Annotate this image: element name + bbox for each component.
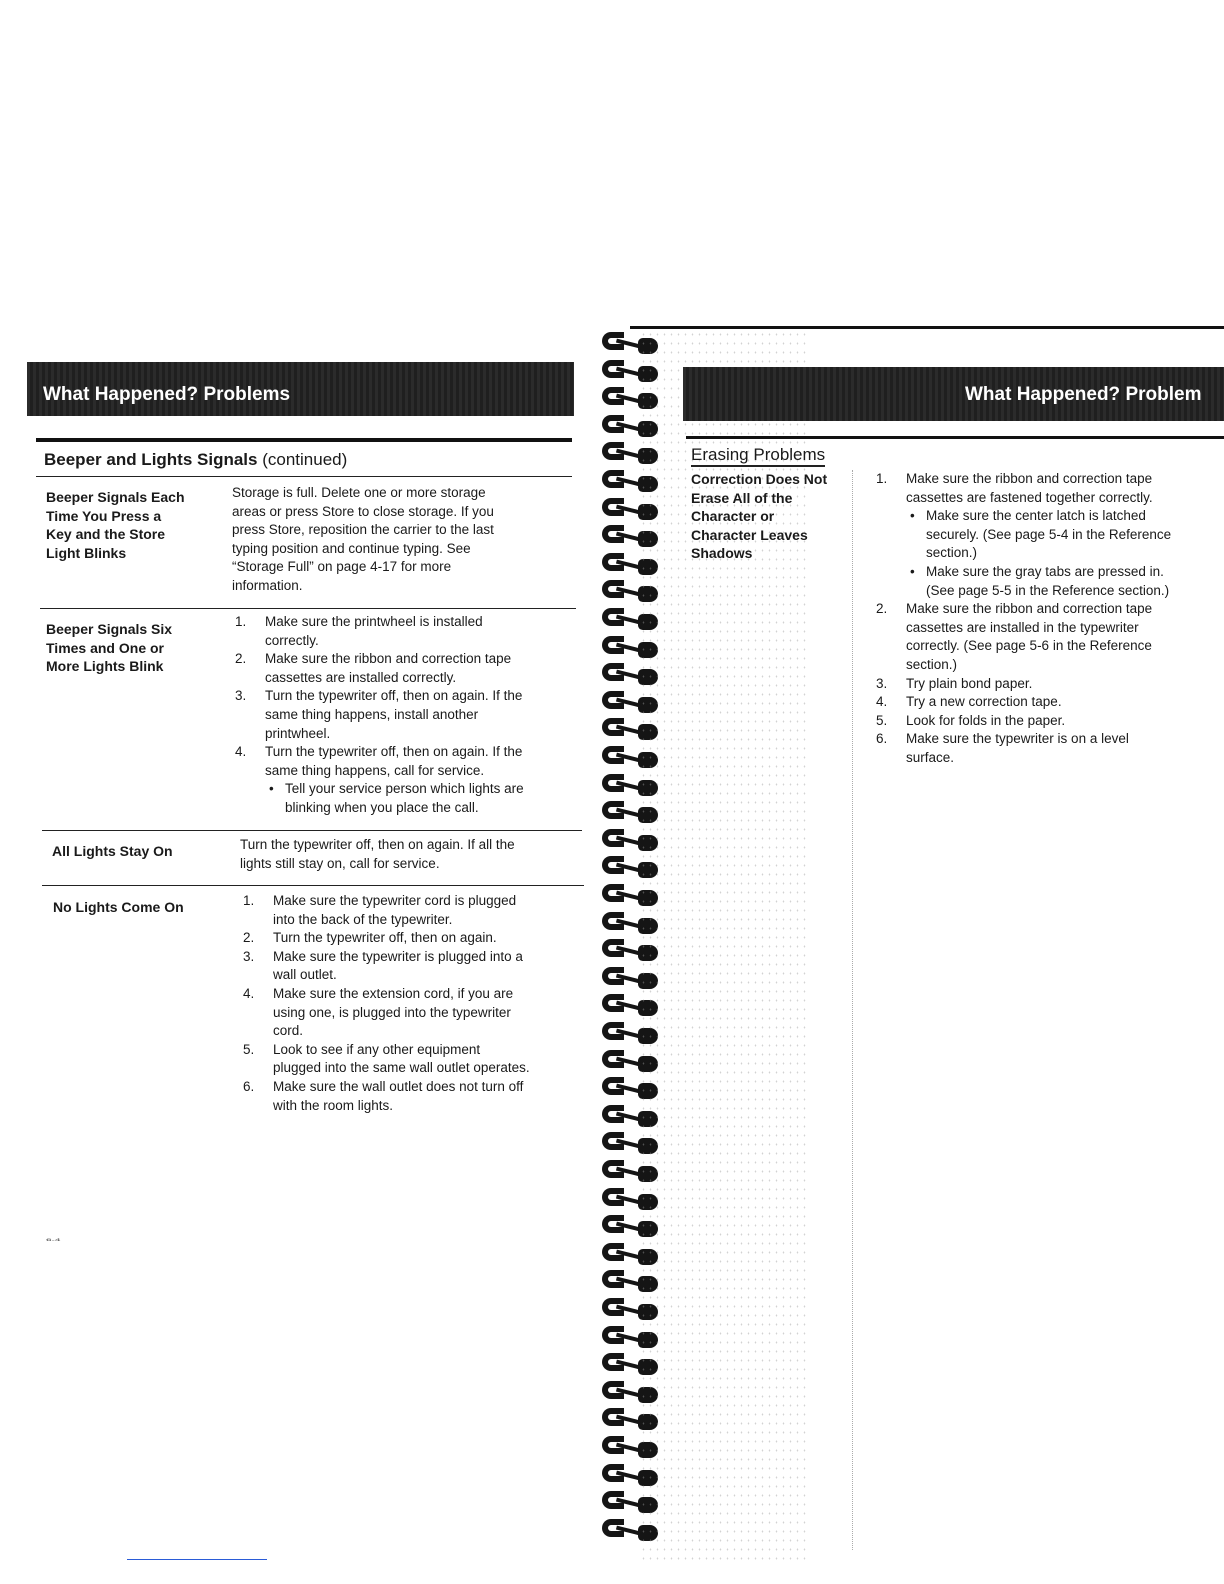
page-number-left: 6-4 — [46, 1238, 61, 1242]
topic-all-lights: All Lights Stay On — [52, 843, 173, 859]
bullet-item: • Make sure the gray tabs are pressed in. (See page 5-5 in the Reference section.) — [906, 563, 1221, 600]
divider — [42, 885, 584, 886]
steps-erasing — [876, 470, 1221, 768]
left-header-title: What Happened? Problems — [43, 384, 291, 405]
bullet-item: • Tell your service person which lights are blinking when you place the call. — [265, 780, 580, 817]
steps-no-lights — [243, 892, 588, 1115]
list-item: 1. Make sure the ribbon and correction tape cassettes are fastened together correctly. • Make sure the center latch is latched securely. (See page 5-4 in the Reference section.) • Make sure the gray tabs are pressed in. (See page 5-5 in the Reference section.) — [876, 470, 1221, 600]
section-title-erasing: Erasing Problems — [691, 445, 825, 467]
section-title-beeper: Beeper and Lights Signals (continued) — [44, 450, 348, 469]
list-item: 3. Turn the typewriter off, then on again. If the same thing happens, install another printwheel. — [235, 688, 523, 741]
column-guide — [852, 470, 853, 1550]
topic-beeper-store: Beeper Signals Each Time You Press a Key and the Store Light Blinks — [46, 489, 185, 561]
steps-beeper-six — [235, 613, 580, 818]
list-item: 3. Make sure the typewriter is plugged into a wall outlet. — [243, 948, 523, 983]
header-rule-right — [686, 436, 1224, 439]
left-page-header — [27, 362, 574, 416]
list-item: 4. Turn the typewriter off, then on again. If the same thing happens, call for service. • Tell your service person which lights are blinking when you place the call. — [235, 743, 580, 817]
right-header-title: What Happened? Problem — [965, 384, 1202, 405]
topic-correction: Correction Does Not Erase All of the Character or Character Leaves Shadows — [691, 471, 828, 561]
list-item: 6. Make sure the wall outlet does not turn off with the room lights. — [243, 1078, 524, 1113]
top-edge-rule — [630, 326, 1224, 329]
list-item: 2. Make sure the ribbon and correction tape cassettes are installed correctly. — [235, 651, 512, 685]
topic-no-lights: No Lights Come On — [53, 899, 184, 915]
divider — [42, 830, 582, 831]
list-item: 4. Make sure the extension cord, if you are using one, is plugged into the typewriter cord. — [243, 985, 514, 1039]
list-item: 4. Try a new correction tape. — [876, 694, 1062, 710]
right-page-header — [683, 367, 1224, 421]
bullet-item: • Make sure the center latch is latched securely. (See page 5-4 in the Reference section.) — [906, 507, 1221, 563]
row-text-all-lights: Turn the typewriter off, then on again. If all the lights still stay on, call for service. — [240, 837, 515, 871]
list-item: 2. Make sure the ribbon and correction tape cassettes are installed in the typewriter correctly. (See page 5-6 in the Reference section.) — [876, 601, 1153, 672]
list-item: 5. Look for folds in the paper. — [876, 712, 1066, 728]
divider — [36, 476, 572, 477]
list-item: 6. Make sure the typewriter is on a level surface. — [876, 731, 1129, 765]
list-item: 5. Look to see if any other equipment plugged into the same wall outlet operates. — [243, 1041, 530, 1076]
list-item: 1. Make sure the typewriter cord is plugged into the back of the typewriter. — [243, 893, 517, 927]
header-rule-left — [36, 438, 572, 442]
list-item: 1. Make sure the printwheel is installed correctly. — [235, 614, 483, 648]
divider — [40, 608, 576, 609]
bottom-blue-line — [127, 1559, 267, 1560]
row-text-storage-full: Storage is full. Delete one or more storage areas or press Store to close storage. If you press Store, reposition the carrier to the last typing position and continue typing. See “Storage Full” on page 4-17 for more information. — [232, 485, 494, 593]
list-item: 2. Turn the typewriter off, then on again. — [243, 930, 497, 946]
topic-beeper-six: Beeper Signals Six Times and One or More Lights Blink — [46, 621, 173, 674]
list-item: 3. Try plain bond paper. — [876, 675, 1033, 691]
